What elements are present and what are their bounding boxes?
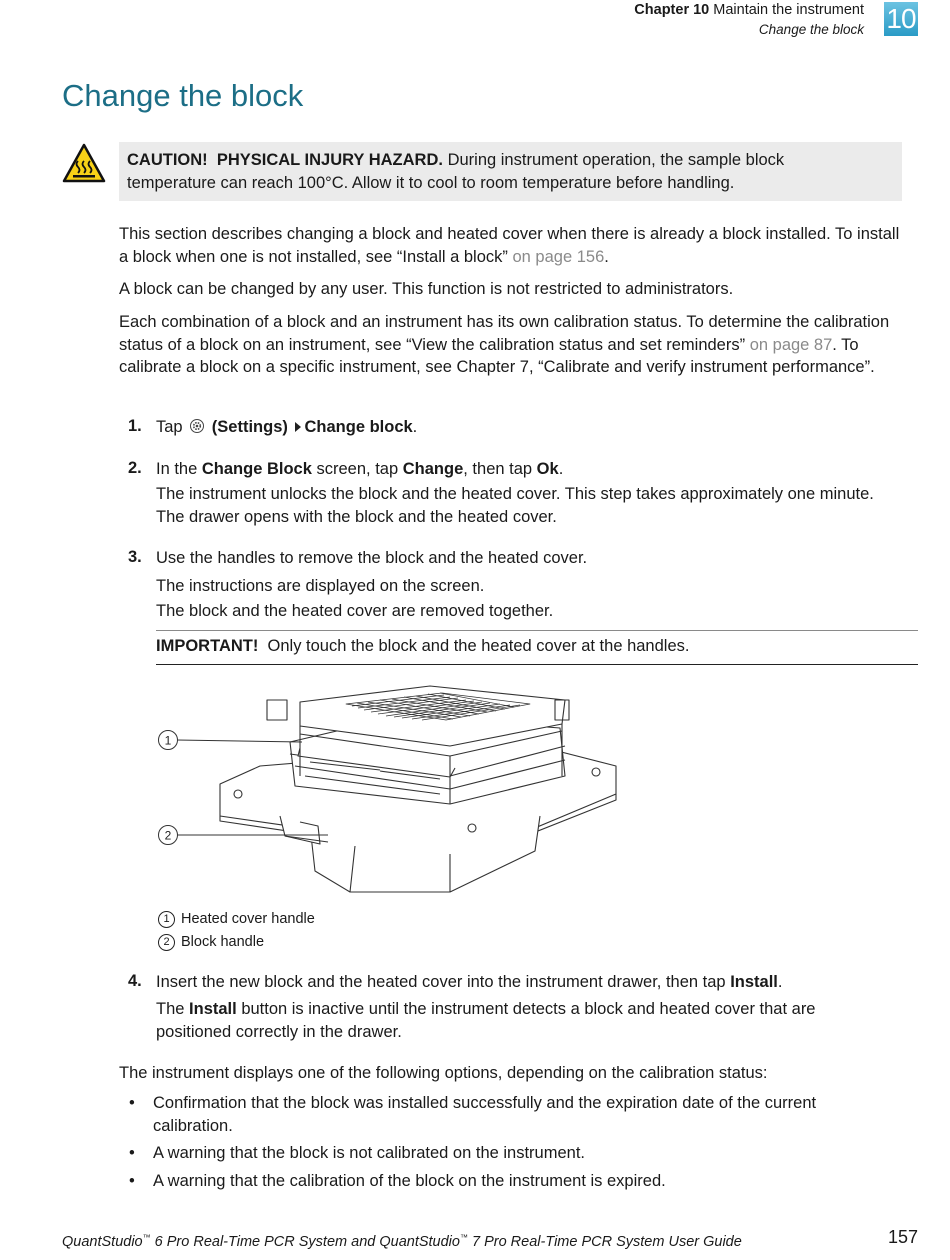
caution-label: CAUTION!	[127, 151, 208, 169]
page-title: Change the block	[62, 78, 304, 113]
step-2-text-c: , then tap	[463, 460, 533, 478]
header-section: Change the block	[758, 22, 864, 37]
step-1-change-block: Change block	[304, 418, 413, 436]
legend-1-number: 1	[158, 911, 175, 928]
legend-1-text: Heated cover handle	[181, 911, 315, 927]
step-4-detail	[156, 998, 876, 1043]
block-removal-figure	[150, 676, 630, 901]
callout-2: 2	[164, 828, 172, 843]
footer-part-3: 7 Pro Real-Time PCR System User Guide	[472, 1233, 742, 1250]
step-2-detail-1: The instrument unlocks the block and the heated cover. This step takes approximately one minute.	[156, 485, 874, 503]
intro-paragraph-1	[119, 223, 909, 268]
step-4-text-a: Insert the new block and the heated cover into the instrument drawer, then tap	[156, 973, 726, 991]
step-4-number: 4.	[128, 972, 142, 990]
intro-p1-text: This section describes changing a block and heated cover when there is already a block installed. To install a block when one is not installed, see “Install a block”	[119, 225, 900, 266]
step-2-text-d: .	[558, 460, 564, 478]
step-2-change: Change	[402, 460, 464, 478]
intro-paragraph-3	[119, 311, 909, 379]
legend-2-number: 2	[158, 934, 175, 951]
caution-box	[119, 142, 902, 201]
bullet-1: Confirmation that the block was installed successfully and the expiration date of the current calibration.	[153, 1094, 817, 1135]
bullet-2: A warning that the block is not calibrated on the instrument.	[153, 1144, 585, 1162]
step-2-detail-2: The drawer opens with the block and the heated cover.	[156, 508, 557, 526]
intro-paragraph-2: A block can be changed by any user. This function is not restricted to administrators.	[119, 280, 734, 298]
arrow-right-icon	[294, 421, 302, 433]
step-3-detail-2: The block and the heated cover are removed together.	[156, 602, 554, 620]
hot-surface-warning-icon	[62, 143, 106, 183]
link-page-87[interactable]: on page 87	[749, 335, 833, 354]
important-text: Only touch the block and the heated cover at the handles.	[267, 637, 690, 655]
step-1-end: .	[412, 418, 418, 436]
step-2-ok: Ok	[536, 460, 559, 478]
bullet-dot-3: •	[129, 1172, 135, 1190]
page-number: 157	[887, 1227, 918, 1247]
bullet-3: A warning that the calibration of the block on the instrument is expired.	[153, 1172, 666, 1190]
step-4-install-2: Install	[189, 1000, 237, 1018]
important-label: IMPORTANT!	[156, 637, 259, 655]
callout-1: 1	[164, 733, 172, 748]
footer-tm-1: ™	[142, 1233, 151, 1242]
step-2	[156, 458, 916, 481]
footer-part-2: 6 Pro Real-Time PCR System and QuantStudio	[154, 1233, 460, 1250]
step-2-text-b: screen, tap	[316, 460, 399, 478]
link-page-156[interactable]: on page 156	[512, 247, 605, 266]
intro-p1-end: .	[604, 247, 609, 266]
step-3: Use the handles to remove the block and the heated cover.	[156, 549, 588, 567]
header-chapter-label: Chapter 10	[634, 2, 710, 18]
caution-hazard: PHYSICAL INJURY HAZARD.	[216, 151, 443, 169]
caution-text-2: temperature can reach 100°C. Allow it to cool to room temperature before handling.	[127, 174, 735, 192]
bullet-dot-2: •	[129, 1144, 135, 1162]
intro-p3-text: Each combination of a block and an instrument has its own calibration status. To determine the calibration status of a block on an instrument, see “View the calibration status and set reminders”	[119, 313, 890, 354]
important-note	[156, 630, 918, 665]
step-1	[156, 416, 916, 439]
caution-text-1: During instrument operation, the sample block	[447, 151, 785, 169]
step-1-settings: (Settings)	[211, 418, 288, 436]
step-3-number: 3.	[128, 548, 142, 566]
settings-gear-icon	[189, 418, 205, 434]
step-4-install: Install	[730, 973, 778, 991]
header-chapter-title: Maintain the instrument	[713, 2, 864, 18]
step-1-tap: Tap	[156, 418, 183, 436]
footer-part-1: QuantStudio	[62, 1233, 143, 1250]
step-2-number: 2.	[128, 459, 142, 477]
legend-2-text: Block handle	[181, 934, 265, 950]
footer-tm-2: ™	[459, 1233, 468, 1242]
step-2-screen: Change Block	[201, 460, 312, 478]
step-4	[156, 971, 916, 994]
legend-item-2	[158, 932, 264, 952]
step-2-text-a: In the	[156, 460, 198, 478]
intro-p3-end: . To calibrate a block on a specific instrument, see Chapter 7, “Calibrate and verify instrument performance”.	[119, 335, 875, 376]
bullet-dot-1: •	[129, 1094, 135, 1112]
step-4-text-b: .	[777, 973, 783, 991]
chapter-badge: 10	[884, 2, 918, 36]
outcome-intro: The instrument displays one of the following options, depending on the calibration status:	[119, 1064, 768, 1082]
step-4-text-d: button is inactive until the instrument detects a block and heated cover that are positioned correctly in the drawer.	[156, 1000, 816, 1041]
step-1-number: 1.	[128, 417, 142, 435]
running-header	[634, 1, 864, 39]
step-4-text-c: The	[156, 1000, 185, 1018]
legend-item-1	[158, 909, 315, 929]
footer-title	[62, 1228, 742, 1252]
step-3-detail-1: The instructions are displayed on the screen.	[156, 577, 485, 595]
